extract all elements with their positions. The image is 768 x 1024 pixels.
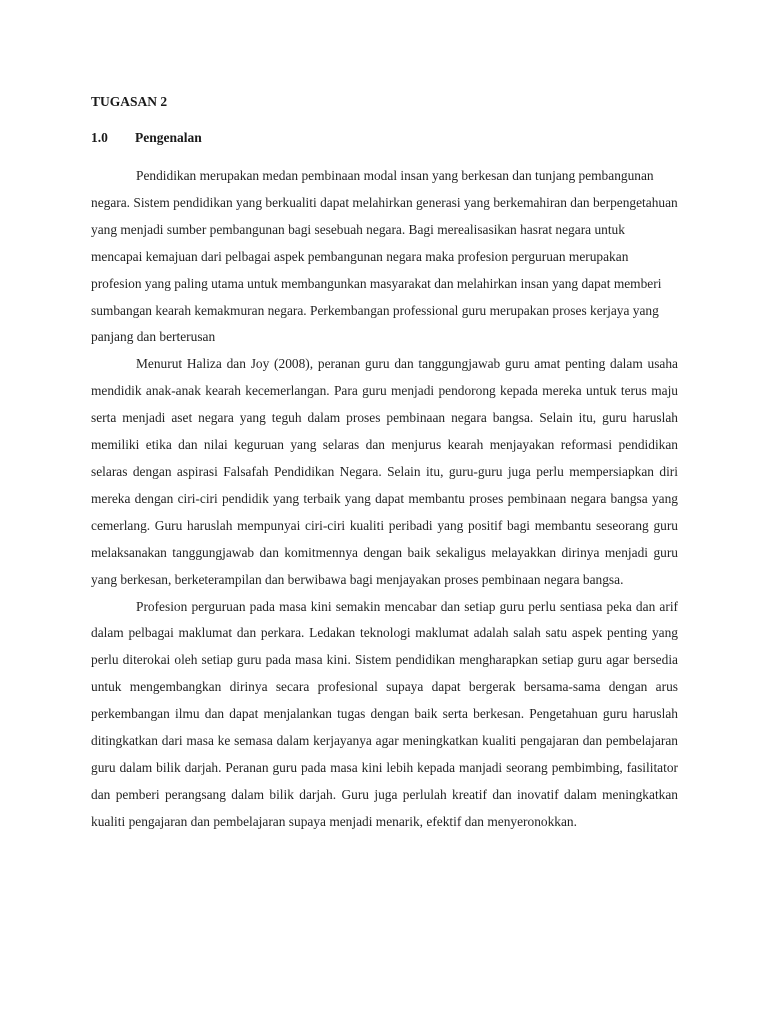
document-title: TUGASAN 2 bbox=[91, 94, 168, 109]
paragraph-3: Profesion perguruan pada masa kini semakin mencabar dan setiap guru perlu sentiasa peka dan arif dalam pelbagai maklumat dan perkara. Ledakan teknologi maklumat adalah salah satu aspek penting yang perlu diterokai oleh setiap guru pada masa kini. Sistem pendidikan mengharapkan setiap guru agar bersedia untuk mengembangkan dirinya secara profesional supaya dapat bergerak bersama-sama dengan arus perkembangan ilmu dan dapat menjalankan tugas dengan baik serta berkesan. Pengetahuan guru haruslah ditingkatkan dari masa ke semasa dalam kerjayanya agar meningkatkan kualiti pengajaran dan pembelajaran guru dalam bilik darjah. Peranan guru pada masa kini lebih kepada manjadi seorang pembimbing, fasilitator dan pemberi perangsang dalam bilik darjah. Guru juga perlulah kreatif dan inovatif dalam meningkatkan kualiti pengajaran dan pembelajaran supaya menjadi menarik, efektif dan menyeronokkan. bbox=[91, 598, 678, 829]
section-title: Pengenalan bbox=[135, 130, 202, 145]
section-heading bbox=[91, 130, 202, 146]
paragraph-2: Menurut Haliza dan Joy (2008), peranan guru dan tanggungjawab guru amat penting dalam usaha mendidik anak-anak kearah kecemerlangan. Para guru menjadi pendorong kepada mereka untuk terus maju serta menjadi aset negara yang teguh dalam proses pembinaan negara bangsa. Selain itu, guru haruslah memiliki etika dan nilai keguruan yang selaras dan menjurus kearah menjayakan reformasi pendidikan selaras dengan aspirasi Falsafah Pendidikan Negara. Selain itu, guru-guru juga perlu mempersiapkan diri mereka dengan ciri-ciri pendidik yang terbaik yang dapat membantu proses pembinaan negara bangsa yang cemerlang. Guru haruslah mempunyai ciri-ciri kualiti peribadi yang positif bagi membantu seseorang guru melaksanakan tanggungjawab dan komitmennya dengan baik sekaligus melayakkan dirinya menjadi guru yang berkesan, berketerampilan dan berwibawa bagi menjayakan proses pembinaan negara bangsa. bbox=[91, 356, 678, 587]
paragraph-1: Pendidikan merupakan medan pembinaan modal insan yang berkesan dan tunjang pembangunan negara. Sistem pendidikan yang berkualiti dapat melahirkan generasi yang berkemahiran dan berpengetahuan yang menjadi sumber pembangunan bagi sesebuah negara. Bagi merealisasikan hasrat negara untuk mencapai kemajuan dari pelbagai aspek pembangunan negara maka profesion perguruan merupakan profesion yang paling utama untuk membangunkan masyarakat dan melahirkan insan yang dapat memberi sumbangan kearah kemakmuran negara. Perkembangan professional guru merupakan proses kerjaya yang panjang dan berterusan bbox=[91, 168, 678, 345]
body-text bbox=[91, 163, 678, 836]
section-number: 1.0 bbox=[91, 130, 108, 145]
